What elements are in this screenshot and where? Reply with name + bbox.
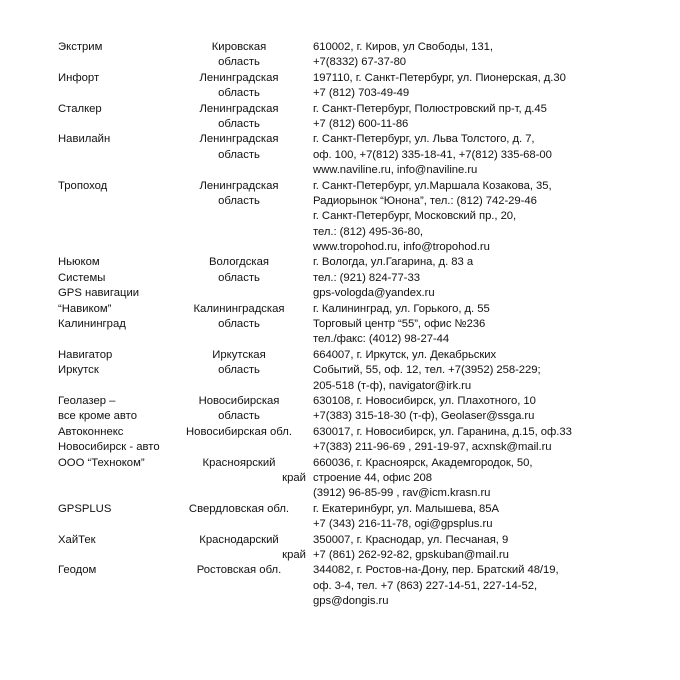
dealer-region-line: Вологдская bbox=[208, 256, 269, 269]
dealer-contact-line: г. Калининград, ул. Горького, д. 55 bbox=[313, 302, 490, 315]
dealer-name bbox=[58, 255, 168, 301]
dealer-name bbox=[58, 179, 168, 194]
dealer-contacts bbox=[310, 102, 618, 133]
dealer-contacts bbox=[310, 348, 618, 394]
dealer-name-line: Иркутск bbox=[58, 364, 99, 377]
dealer-name-line: Геодом bbox=[58, 564, 97, 577]
dealer-contact-line: gps@dongis.ru bbox=[313, 595, 389, 608]
dealer-contact-line: www.tropohod.ru, info@tropohod.ru bbox=[313, 241, 490, 254]
dealer-contact-line: +7 (812) 600-11-86 bbox=[313, 117, 409, 130]
dealer-entry bbox=[58, 502, 618, 533]
dealer-name bbox=[58, 132, 168, 147]
dealer-name-line: Сталкер bbox=[58, 102, 102, 115]
dealer-entry bbox=[58, 71, 618, 102]
dealer-list bbox=[58, 40, 618, 609]
dealer-name-line: Экстрим bbox=[58, 41, 103, 53]
dealer-name-line: ХайТек bbox=[58, 533, 96, 546]
dealer-contact-line: 205-518 (т-ф), navigator@irk.ru bbox=[313, 379, 472, 392]
dealer-name bbox=[58, 348, 168, 379]
dealer-region-line: край bbox=[282, 471, 306, 484]
dealer-entry bbox=[58, 348, 618, 394]
dealer-contact-line: (3912) 96-85-99 , rav@icm.krasn.ru bbox=[313, 487, 491, 500]
dealer-region-line: Ленинградская bbox=[199, 102, 279, 115]
dealer-region-line: Кировская bbox=[211, 41, 267, 53]
dealer-contacts bbox=[310, 302, 618, 348]
dealer-name-line: Навилайн bbox=[58, 133, 111, 146]
dealer-region bbox=[168, 255, 310, 286]
dealer-contacts bbox=[310, 425, 618, 456]
dealer-name-line: все кроме авто bbox=[58, 410, 138, 423]
dealer-contact-line: тел.: (921) 824-77-33 bbox=[313, 271, 420, 284]
dealer-contact-line: www.naviline.ru, info@naviline.ru bbox=[313, 164, 478, 177]
dealer-entry bbox=[58, 563, 618, 609]
dealer-contact-line: Радиорынок “Юнона”, тел.: (812) 742-29-46 bbox=[313, 194, 537, 207]
dealer-name-line: Навигатор bbox=[58, 348, 113, 361]
dealer-region-line: Краснодарский bbox=[199, 533, 279, 546]
dealer-region bbox=[168, 502, 310, 517]
dealer-region-line: Ростовская обл. bbox=[196, 564, 282, 577]
dealer-region-line: Ленинградская bbox=[199, 179, 279, 192]
dealer-contact-line: 197110, г. Санкт-Петербург, ул. Пионерская, д.30 bbox=[313, 71, 566, 84]
dealer-region-line: область bbox=[218, 318, 260, 331]
dealer-region-line: область bbox=[218, 194, 260, 207]
dealer-name-line: Калининград bbox=[58, 318, 126, 331]
dealer-contact-line: оф. 100, +7(812) 335-18-41, +7(812) 335-68-00 bbox=[313, 148, 552, 161]
dealer-entry bbox=[58, 425, 618, 456]
dealer-contact-line: +7(383) 315-18-30 (т-ф), Geolaser@ssga.ru bbox=[313, 410, 535, 423]
dealer-region bbox=[168, 456, 310, 487]
dealer-region-line: область bbox=[218, 56, 260, 69]
dealer-contact-line: 630108, г. Новосибирск, ул. Плахотного, 10 bbox=[313, 394, 536, 407]
dealer-name bbox=[58, 533, 168, 548]
dealer-region-line: Свердловская обл. bbox=[188, 502, 290, 515]
dealer-contact-line: Торговый центр “55”, офис №236 bbox=[313, 318, 486, 331]
dealer-name bbox=[58, 40, 168, 55]
dealer-name bbox=[58, 102, 168, 117]
dealer-region bbox=[168, 179, 310, 210]
dealer-contacts bbox=[310, 255, 618, 301]
dealer-name bbox=[58, 425, 168, 456]
dealer-contacts bbox=[310, 533, 618, 564]
dealer-contacts bbox=[310, 179, 618, 256]
dealer-contact-line: г. Санкт-Петербург, Московский пр., 20, bbox=[313, 210, 517, 223]
dealer-contacts bbox=[310, 40, 618, 71]
dealer-region bbox=[168, 302, 310, 333]
dealer-entry bbox=[58, 533, 618, 564]
dealer-contacts bbox=[310, 563, 618, 609]
dealer-contact-line: +7(8332) 67-37-80 bbox=[313, 56, 407, 69]
dealer-entry bbox=[58, 132, 618, 178]
dealer-name-line: “Навиком” bbox=[58, 302, 112, 315]
dealer-name-line: Тропоход bbox=[58, 179, 108, 192]
dealer-contact-line: Событий, 55, оф. 12, тел. +7(3952) 258-229; bbox=[313, 364, 541, 377]
dealer-name-line: Автоконнекс bbox=[58, 425, 124, 438]
dealer-name-line: GPS навигации bbox=[58, 287, 140, 300]
dealer-name bbox=[58, 394, 168, 425]
dealer-region bbox=[168, 102, 310, 133]
dealer-name bbox=[58, 71, 168, 86]
dealer-region-line: Ленинградская bbox=[199, 133, 279, 146]
dealer-region-line: Ленинградская bbox=[199, 71, 279, 84]
dealer-name bbox=[58, 456, 168, 471]
dealer-region bbox=[168, 132, 310, 163]
dealer-name bbox=[58, 302, 168, 333]
dealer-contact-line: 344082, г. Ростов-на-Дону, пер. Братский 48/19, bbox=[313, 564, 559, 577]
dealer-name bbox=[58, 502, 168, 517]
dealer-contacts bbox=[310, 456, 618, 502]
dealer-contact-line: г. Вологда, ул.Гагарина, д. 83 а bbox=[313, 256, 474, 269]
dealer-name-line: Ньюком bbox=[58, 256, 100, 269]
dealer-region bbox=[168, 394, 310, 425]
dealer-contact-line: +7 (861) 262-92-82, gpskuban@mail.ru bbox=[313, 548, 509, 561]
dealer-contact-line: 660036, г. Красноярск, Академгородок, 50, bbox=[313, 456, 533, 469]
dealer-region bbox=[168, 533, 310, 564]
dealer-region-line: Красноярский bbox=[202, 456, 276, 469]
dealer-contact-line: г. Санкт-Петербург, Полюстровский пр-т, д.45 bbox=[313, 102, 547, 115]
dealer-contacts bbox=[310, 394, 618, 425]
dealer-contact-line: тел./факс: (4012) 98-27-44 bbox=[313, 333, 450, 346]
dealer-contact-line: 664007, г. Иркутск, ул. Декабрьских bbox=[313, 348, 497, 361]
dealer-name-line: Системы bbox=[58, 271, 106, 284]
dealer-region-line: Калининградская bbox=[193, 302, 285, 315]
dealer-contact-line: г. Екатеринбург, ул. Малышева, 85А bbox=[313, 502, 499, 515]
dealer-contacts bbox=[310, 71, 618, 102]
dealer-region-line: область bbox=[218, 148, 260, 161]
dealer-contact-line: 610002, г. Киров, ул Свободы, 131, bbox=[313, 41, 493, 53]
dealer-region bbox=[168, 40, 310, 71]
dealer-contact-line: оф. 3-4, тел. +7 (863) 227-14-51, 227-14-52, bbox=[313, 579, 538, 592]
dealer-contact-line: 350007, г. Краснодар, ул. Песчаная, 9 bbox=[313, 533, 509, 546]
dealer-region-line: область bbox=[218, 271, 260, 284]
dealer-contact-line: +7 (812) 703-49-49 bbox=[313, 87, 410, 100]
dealer-contact-line: 630017, г. Новосибирск, ул. Гаранина, д.15, оф.33 bbox=[313, 425, 572, 438]
dealer-contact-line: gps-vologda@yandex.ru bbox=[313, 287, 435, 300]
dealer-entry bbox=[58, 179, 618, 256]
dealer-contact-line: г. Санкт-Петербург, ул.Маршала Козакова, 35, bbox=[313, 179, 552, 192]
dealer-name bbox=[58, 563, 168, 578]
dealer-region-line: край bbox=[282, 548, 306, 561]
dealer-region-line: Новосибирская bbox=[198, 394, 280, 407]
dealer-contact-line: +7(383) 211-96-69 , 291-19-97, acxnsk@mail.ru bbox=[313, 441, 552, 454]
dealer-entry bbox=[58, 102, 618, 133]
dealer-name-line: Геолазер – bbox=[58, 394, 116, 407]
dealer-contact-line: тел.: (812) 495-36-80, bbox=[313, 225, 424, 238]
dealer-region-line: область bbox=[218, 117, 260, 130]
dealer-region-line: область bbox=[218, 87, 260, 100]
dealer-region-line: Иркутская bbox=[212, 348, 266, 361]
dealer-name-line: GPSPLUS bbox=[58, 502, 112, 515]
dealer-region bbox=[168, 563, 310, 578]
dealer-region-line: область bbox=[218, 364, 260, 377]
dealer-entry bbox=[58, 456, 618, 502]
dealer-entry bbox=[58, 302, 618, 348]
dealer-entry bbox=[58, 40, 618, 71]
dealer-name-line: ООО “Техноком” bbox=[58, 456, 145, 469]
dealer-region bbox=[168, 348, 310, 379]
dealer-contact-line: г. Санкт-Петербург, ул. Льва Толстого, д. 7, bbox=[313, 133, 535, 146]
dealer-region bbox=[168, 425, 310, 440]
dealer-contact-line: +7 (343) 216-11-78, ogi@gpsplus.ru bbox=[313, 518, 493, 531]
dealer-region-line: область bbox=[218, 410, 260, 423]
dealer-name-line: Новосибирск - авто bbox=[58, 441, 160, 454]
dealer-contacts bbox=[310, 502, 618, 533]
dealer-contacts bbox=[310, 132, 618, 178]
dealer-contact-line: строение 44, офис 208 bbox=[313, 471, 432, 484]
dealer-entry bbox=[58, 255, 618, 301]
dealer-region-line: Новосибирская обл. bbox=[186, 425, 292, 438]
dealer-name-line: Инфорт bbox=[58, 71, 100, 84]
dealer-entry bbox=[58, 394, 618, 425]
dealer-region bbox=[168, 71, 310, 102]
